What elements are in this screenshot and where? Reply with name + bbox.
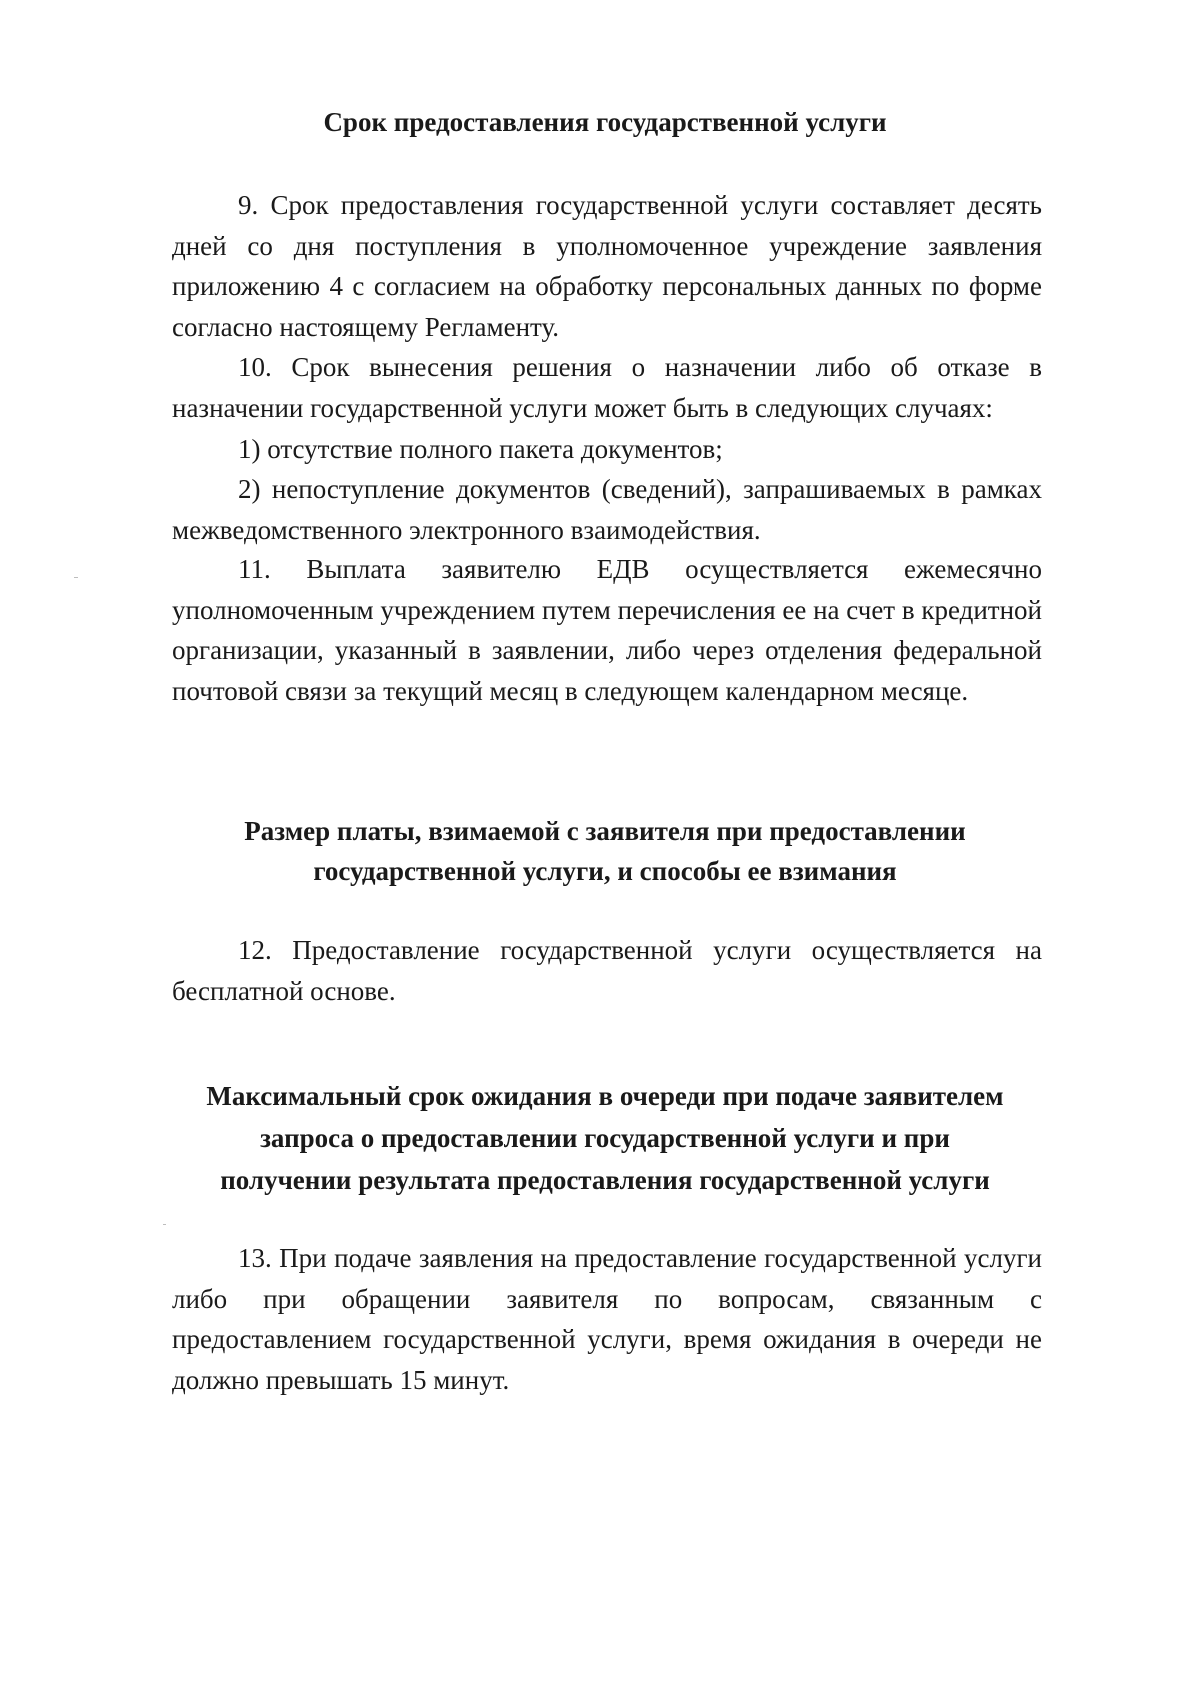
section-heading-wait-line-2: запроса о предоставлении государственной услуги и при: [260, 1123, 950, 1153]
list-item-2: 2) непоступление документов (сведений), запрашиваемых в рамках межведомственного электронного взаимодействия.: [172, 474, 1042, 545]
paragraph-11: 11. Выплата заявителю ЕДВ осуществляется ежемесячно уполномоченным учреждением путем перечисления ее на счет в кредитной организации, указанный в заявлении, либо через отделения федеральной почтовой связи за текущий месяц в следующем календарном месяце.: [172, 554, 1042, 706]
section-heading-wait-line-3: получении результата предоставления государственной услуги: [220, 1165, 990, 1195]
paragraph-12: 12. Предоставление государственной услуги осуществляется на бесплатной основе.: [172, 935, 1042, 1006]
section-heading-term: Срок предоставления государственной услуги: [323, 107, 887, 137]
section-heading-fee-line-1: Размер платы, взимаемой с заявителя при предоставлении: [244, 816, 966, 846]
section-heading-wait-line-1: Максимальный срок ожидания в очереди при подаче заявителем: [206, 1081, 1004, 1111]
section-heading-fee-line-2: государственной услуги, и способы ее взимания: [313, 856, 897, 886]
scan-artifact: [163, 1224, 166, 1225]
scan-artifact: [74, 577, 78, 578]
paragraph-9: 9. Срок предоставления государственной услуги составляет десять дней со дня поступления в уполномоченное учреждение заявления приложению 4 с согласием на обработку персональных данных по форме согласно настоящему Регламенту.: [172, 190, 1042, 342]
list-item-1: 1) отсутствие полного пакета документов;: [238, 434, 723, 464]
paragraph-13: 13. При подаче заявления на предоставление государственной услуги либо при обращении заявителя по вопросам, связанным с предоставлением государственной услуги, время ожидания в очереди не должно превышать 15 минут.: [172, 1243, 1042, 1395]
paragraph-10: 10. Срок вынесения решения о назначении либо об отказе в назначении государственной услуги может быть в следующих случаях:: [172, 352, 1042, 423]
